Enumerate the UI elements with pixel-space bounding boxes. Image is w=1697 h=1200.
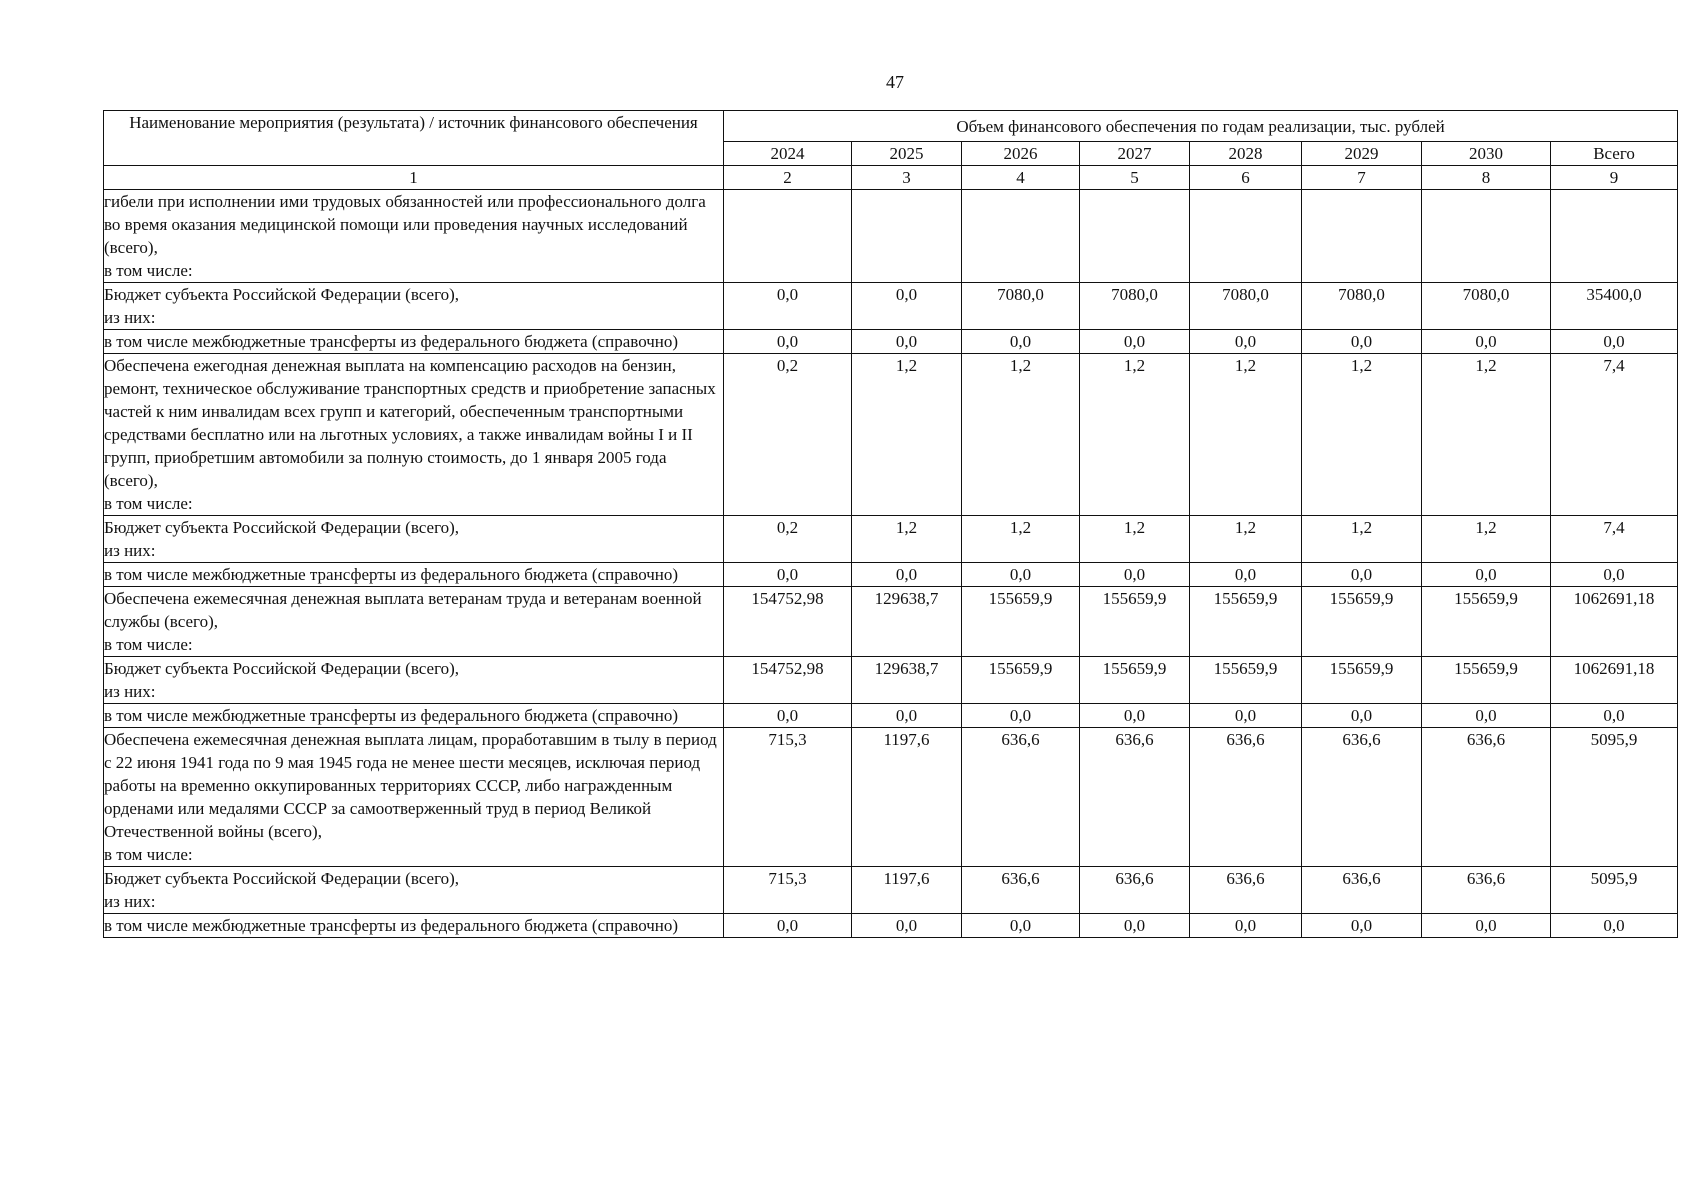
column-number: 6 [1190, 166, 1302, 190]
value-cell: 0,0 [1422, 914, 1551, 938]
row-name [104, 190, 724, 283]
row-name-text: в том числе межбюджетные трансферты из федерального бюджета (справочно) [104, 565, 679, 584]
year-header: 2027 [1080, 142, 1190, 166]
row-name [104, 283, 724, 330]
value-cell: 0,0 [724, 914, 852, 938]
value-cell: 0,0 [1302, 704, 1422, 728]
value-cell: 0,0 [962, 563, 1080, 587]
page-number: 47 [886, 72, 904, 92]
value-cell: 1,2 [1190, 516, 1302, 563]
value-cell: 1,2 [852, 354, 962, 516]
total-cell: 5095,9 [1551, 867, 1678, 914]
value-cell: 0,0 [852, 330, 962, 354]
column-number: 5 [1080, 166, 1190, 190]
total-cell: 5095,9 [1551, 728, 1678, 867]
value-cell: 155659,9 [1422, 587, 1551, 657]
value-cell: 1197,6 [852, 867, 962, 914]
value-cell: 1197,6 [852, 728, 962, 867]
value-cell: 0,0 [724, 704, 852, 728]
value-cell: 0,0 [1302, 563, 1422, 587]
value-cell: 636,6 [1190, 867, 1302, 914]
table-row [104, 283, 1678, 330]
value-cell: 0,2 [724, 354, 852, 516]
row-name [104, 728, 724, 867]
total-cell: 1062691,18 [1551, 587, 1678, 657]
value-cell: 0,0 [1422, 704, 1551, 728]
value-cell: 155659,9 [1422, 657, 1551, 704]
table-row [104, 728, 1678, 867]
volume-column-header: Объем финансового обеспечения по годам реализации, тыс. рублей [724, 111, 1678, 142]
value-cell: 155659,9 [1080, 587, 1190, 657]
value-cell: 636,6 [1302, 728, 1422, 867]
value-cell: 0,0 [1302, 330, 1422, 354]
table-row [104, 563, 1678, 587]
row-name [104, 563, 724, 587]
value-cell: 0,0 [724, 563, 852, 587]
row-name [104, 516, 724, 563]
value-cell: 636,6 [1080, 728, 1190, 867]
row-name-text: Бюджет субъекта Российской Федерации (всего), из них: [104, 869, 460, 911]
value-cell: 7080,0 [1422, 283, 1551, 330]
total-cell: 7,4 [1551, 516, 1678, 563]
year-header: 2025 [852, 142, 962, 166]
year-header: 2024 [724, 142, 852, 166]
table-row [104, 704, 1678, 728]
value-cell: 636,6 [1302, 867, 1422, 914]
value-cell [962, 190, 1080, 283]
row-name [104, 704, 724, 728]
value-cell: 1,2 [1190, 354, 1302, 516]
value-cell: 0,0 [1302, 914, 1422, 938]
value-cell: 154752,98 [724, 657, 852, 704]
value-cell [1422, 190, 1551, 283]
value-cell [1302, 190, 1422, 283]
value-cell: 636,6 [962, 728, 1080, 867]
table-row [104, 867, 1678, 914]
total-cell: 0,0 [1551, 330, 1678, 354]
year-header: 2030 [1422, 142, 1551, 166]
year-header: 2026 [962, 142, 1080, 166]
value-cell: 0,0 [1190, 330, 1302, 354]
value-cell: 0,0 [724, 330, 852, 354]
value-cell: 1,2 [1302, 354, 1422, 516]
value-cell: 0,0 [1422, 563, 1551, 587]
value-cell: 636,6 [1080, 867, 1190, 914]
value-cell: 0,0 [1422, 330, 1551, 354]
value-cell: 7080,0 [962, 283, 1080, 330]
column-number: 3 [852, 166, 962, 190]
total-header: Всего [1551, 142, 1678, 166]
total-cell: 0,0 [1551, 914, 1678, 938]
value-cell: 715,3 [724, 867, 852, 914]
row-name-text: Обеспечена ежемесячная денежная выплата ветеранам труда и ветеранам военной службы (всего), в том числе: [104, 589, 702, 654]
table-row [104, 190, 1678, 283]
value-cell: 155659,9 [1080, 657, 1190, 704]
total-cell: 7,4 [1551, 354, 1678, 516]
table-body [104, 190, 1678, 938]
table-row [104, 587, 1678, 657]
value-cell: 129638,7 [852, 657, 962, 704]
financing-table [103, 110, 1678, 938]
row-name-text: в том числе межбюджетные трансферты из федерального бюджета (справочно) [104, 916, 679, 935]
value-cell [724, 190, 852, 283]
total-cell: 35400,0 [1551, 283, 1678, 330]
column-number: 9 [1551, 166, 1678, 190]
value-cell: 7080,0 [1080, 283, 1190, 330]
row-name [104, 657, 724, 704]
year-header: 2028 [1190, 142, 1302, 166]
value-cell: 155659,9 [1302, 657, 1422, 704]
row-name-text: Бюджет субъекта Российской Федерации (всего), из них: [104, 659, 460, 701]
value-cell: 636,6 [1190, 728, 1302, 867]
row-name-text: Обеспечена ежегодная денежная выплата на компенсацию расходов на бензин, ремонт, техническое обслуживание транспортных средств и приобретение запасных частей к ним инвалидам всех групп и категорий, обеспеченным транспортными средствами бесплатно или на льготных условиях, а также инвалидам войны I и II групп, приобретшим автомобили за полную стоимость, до 1 января 2005 года (всего), в том числе: [104, 356, 716, 513]
table-row [104, 914, 1678, 938]
row-name-text: Обеспечена ежемесячная денежная выплата лицам, проработавшим в тылу в период с 22 июня 1941 года по 9 мая 1945 года не менее шести месяцев, исключая период работы на временно оккупированных территориях СССР, либо награжденным орденами или медалями СССР за самоотверженный труд в период Великой Отечественной войны (всего), в том числе: [104, 730, 717, 864]
value-cell: 7080,0 [1190, 283, 1302, 330]
value-cell [852, 190, 962, 283]
value-cell: 0,0 [962, 330, 1080, 354]
row-name [104, 914, 724, 938]
value-cell: 636,6 [1422, 867, 1551, 914]
table-row [104, 516, 1678, 563]
row-name-text: гибели при исполнении ими трудовых обязанностей или профессионального долга во время оказания медицинской помощи или проведения научных исследований (всего), в том числе: [104, 192, 706, 280]
column-number: 2 [724, 166, 852, 190]
value-cell: 0,0 [1080, 704, 1190, 728]
value-cell [1190, 190, 1302, 283]
value-cell: 155659,9 [1190, 587, 1302, 657]
total-cell: 0,0 [1551, 563, 1678, 587]
name-column-header: Наименование мероприятия (результата) / источник финансового обеспечения [104, 111, 724, 166]
value-cell: 1,2 [1080, 516, 1190, 563]
value-cell: 155659,9 [1302, 587, 1422, 657]
value-cell: 129638,7 [852, 587, 962, 657]
value-cell: 1,2 [962, 516, 1080, 563]
value-cell: 1,2 [1302, 516, 1422, 563]
value-cell: 715,3 [724, 728, 852, 867]
value-cell: 1,2 [1080, 354, 1190, 516]
value-cell: 636,6 [962, 867, 1080, 914]
value-cell: 0,0 [1190, 704, 1302, 728]
value-cell: 0,0 [1080, 563, 1190, 587]
row-name [104, 867, 724, 914]
row-name-text: в том числе межбюджетные трансферты из федерального бюджета (справочно) [104, 706, 679, 725]
value-cell: 1,2 [962, 354, 1080, 516]
value-cell: 0,0 [1080, 914, 1190, 938]
table-row [104, 354, 1678, 516]
value-cell [1080, 190, 1190, 283]
value-cell: 0,0 [852, 283, 962, 330]
column-number: 4 [962, 166, 1080, 190]
row-name [104, 354, 724, 516]
value-cell: 0,0 [852, 563, 962, 587]
value-cell: 155659,9 [962, 587, 1080, 657]
total-cell: 0,0 [1551, 704, 1678, 728]
column-number: 1 [104, 166, 724, 190]
value-cell: 0,0 [1080, 330, 1190, 354]
column-number: 8 [1422, 166, 1551, 190]
total-cell [1551, 190, 1678, 283]
value-cell: 0,2 [724, 516, 852, 563]
value-cell: 7080,0 [1302, 283, 1422, 330]
value-cell: 0,0 [962, 704, 1080, 728]
table-row [104, 330, 1678, 354]
column-number: 7 [1302, 166, 1422, 190]
row-name-text: Бюджет субъекта Российской Федерации (всего), из них: [104, 285, 460, 327]
value-cell: 0,0 [724, 283, 852, 330]
value-cell: 1,2 [1422, 516, 1551, 563]
value-cell: 636,6 [1422, 728, 1551, 867]
year-header: 2029 [1302, 142, 1422, 166]
total-cell: 1062691,18 [1551, 657, 1678, 704]
row-name [104, 330, 724, 354]
value-cell: 0,0 [1190, 563, 1302, 587]
value-cell: 0,0 [852, 914, 962, 938]
row-name-text: Бюджет субъекта Российской Федерации (всего), из них: [104, 518, 460, 560]
table-row [104, 657, 1678, 704]
value-cell: 1,2 [1422, 354, 1551, 516]
value-cell: 154752,98 [724, 587, 852, 657]
row-name-text: в том числе межбюджетные трансферты из федерального бюджета (справочно) [104, 332, 679, 351]
row-name [104, 587, 724, 657]
value-cell: 155659,9 [1190, 657, 1302, 704]
value-cell: 0,0 [852, 704, 962, 728]
value-cell: 0,0 [962, 914, 1080, 938]
value-cell: 0,0 [1190, 914, 1302, 938]
value-cell: 1,2 [852, 516, 962, 563]
value-cell: 155659,9 [962, 657, 1080, 704]
